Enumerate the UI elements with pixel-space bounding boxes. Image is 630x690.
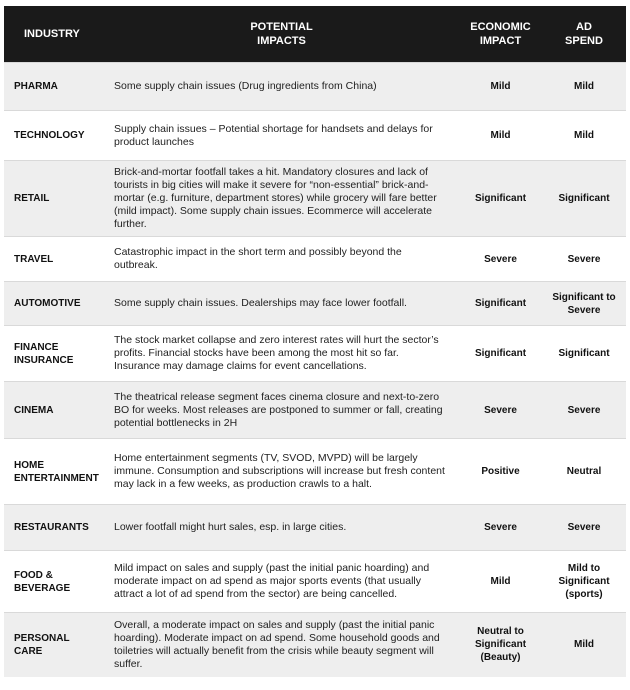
table-row bbox=[4, 505, 626, 551]
industry-cell: RETAIL bbox=[4, 161, 104, 237]
economic-impact-cell: Mild bbox=[459, 63, 542, 111]
ad-spend-cell: Severe bbox=[542, 382, 626, 439]
industry-cell: AUTOMOTIVE bbox=[4, 282, 104, 326]
economic-impact-cell: Significant bbox=[459, 161, 542, 237]
table-row bbox=[4, 161, 626, 237]
industry-impact-table-container bbox=[4, 6, 626, 677]
ad-spend-cell: Mild to Significant (sports) bbox=[542, 551, 626, 613]
industry-cell: PERSONAL CARE bbox=[4, 613, 104, 677]
table-row bbox=[4, 63, 626, 111]
economic-impact-cell: Significant bbox=[459, 282, 542, 326]
ad-spend-cell: Severe bbox=[542, 505, 626, 551]
industry-cell: TRAVEL bbox=[4, 237, 104, 282]
impact-cell: Lower footfall might hurt sales, esp. in large cities. bbox=[104, 505, 459, 551]
header-industry: INDUSTRY bbox=[4, 6, 104, 63]
impact-cell: Some supply chain issues (Drug ingredients from China) bbox=[104, 63, 459, 111]
table-row bbox=[4, 237, 626, 282]
impact-cell: Brick-and-mortar footfall takes a hit. Mandatory closures and lack of tourists in big cities will make it severe for “non-essential” brick-and-mortar (e.g. furniture, department stores) while grocery will fare better (mild impact). Some supply chain issues. Ecommerce will accelerate further. bbox=[104, 161, 459, 237]
impact-cell: Mild impact on sales and supply (past the initial panic hoarding) and moderate impact on ad spend as major sports events (that usually attract a lot of ad spend from the sector) are being cancelled. bbox=[104, 551, 459, 613]
ad-spend-cell: Mild bbox=[542, 63, 626, 111]
table-row bbox=[4, 439, 626, 505]
impact-cell: The stock market collapse and zero interest rates will hurt the sector’s profits. Financial stocks have been among the most hit so far. Insurance may damage claims for event cancellations. bbox=[104, 326, 459, 382]
header-potential-impacts: POTENTIAL IMPACTS bbox=[104, 6, 459, 63]
economic-impact-cell: Severe bbox=[459, 237, 542, 282]
economic-impact-cell: Mild bbox=[459, 551, 542, 613]
table-header-row bbox=[4, 6, 626, 63]
header-ad-spend: AD SPEND bbox=[542, 6, 626, 63]
ad-spend-cell: Neutral bbox=[542, 439, 626, 505]
industry-cell: FOOD & BEVERAGE bbox=[4, 551, 104, 613]
industry-cell: FINANCE INSURANCE bbox=[4, 326, 104, 382]
table-row bbox=[4, 326, 626, 382]
ad-spend-cell: Significant to Severe bbox=[542, 282, 626, 326]
table-row bbox=[4, 111, 626, 161]
table-row bbox=[4, 551, 626, 613]
impact-cell: Supply chain issues – Potential shortage for handsets and delays for product launches bbox=[104, 111, 459, 161]
economic-impact-cell: Neutral to Significant (Beauty) bbox=[459, 613, 542, 677]
impact-cell: Overall, a moderate impact on sales and supply (past the initial panic hoarding). Moderate impact on ad spend. Some household goods and toiletries will actually benefit from the crisis while beauty segment will suffer. bbox=[104, 613, 459, 677]
industry-impact-table bbox=[4, 6, 626, 677]
ad-spend-cell: Significant bbox=[542, 161, 626, 237]
economic-impact-cell: Severe bbox=[459, 382, 542, 439]
economic-impact-cell: Severe bbox=[459, 505, 542, 551]
industry-cell: HOME ENTERTAINMENT bbox=[4, 439, 104, 505]
impact-cell: Some supply chain issues. Dealerships may face lower footfall. bbox=[104, 282, 459, 326]
industry-cell: PHARMA bbox=[4, 63, 104, 111]
ad-spend-cell: Mild bbox=[542, 613, 626, 677]
impact-cell: Catastrophic impact in the short term and possibly beyond the outbreak. bbox=[104, 237, 459, 282]
industry-cell: CINEMA bbox=[4, 382, 104, 439]
economic-impact-cell: Mild bbox=[459, 111, 542, 161]
ad-spend-cell: Severe bbox=[542, 237, 626, 282]
ad-spend-cell: Mild bbox=[542, 111, 626, 161]
table-row bbox=[4, 282, 626, 326]
impact-cell: Home entertainment segments (TV, SVOD, MVPD) will be largely immune. Consumption and subscriptions will increase but fresh content may lack in a few weeks, as production crawls to a halt. bbox=[104, 439, 459, 505]
table-row bbox=[4, 613, 626, 677]
header-economic-impact: ECONOMIC IMPACT bbox=[459, 6, 542, 63]
impact-cell: The theatrical release segment faces cinema closure and next-to-zero BO for weeks. Most releases are postponed to summer or fall, creating potential bottlenecks in 2H bbox=[104, 382, 459, 439]
industry-cell: TECHNOLOGY bbox=[4, 111, 104, 161]
economic-impact-cell: Positive bbox=[459, 439, 542, 505]
ad-spend-cell: Significant bbox=[542, 326, 626, 382]
industry-cell: RESTAURANTS bbox=[4, 505, 104, 551]
economic-impact-cell: Significant bbox=[459, 326, 542, 382]
table-row bbox=[4, 382, 626, 439]
